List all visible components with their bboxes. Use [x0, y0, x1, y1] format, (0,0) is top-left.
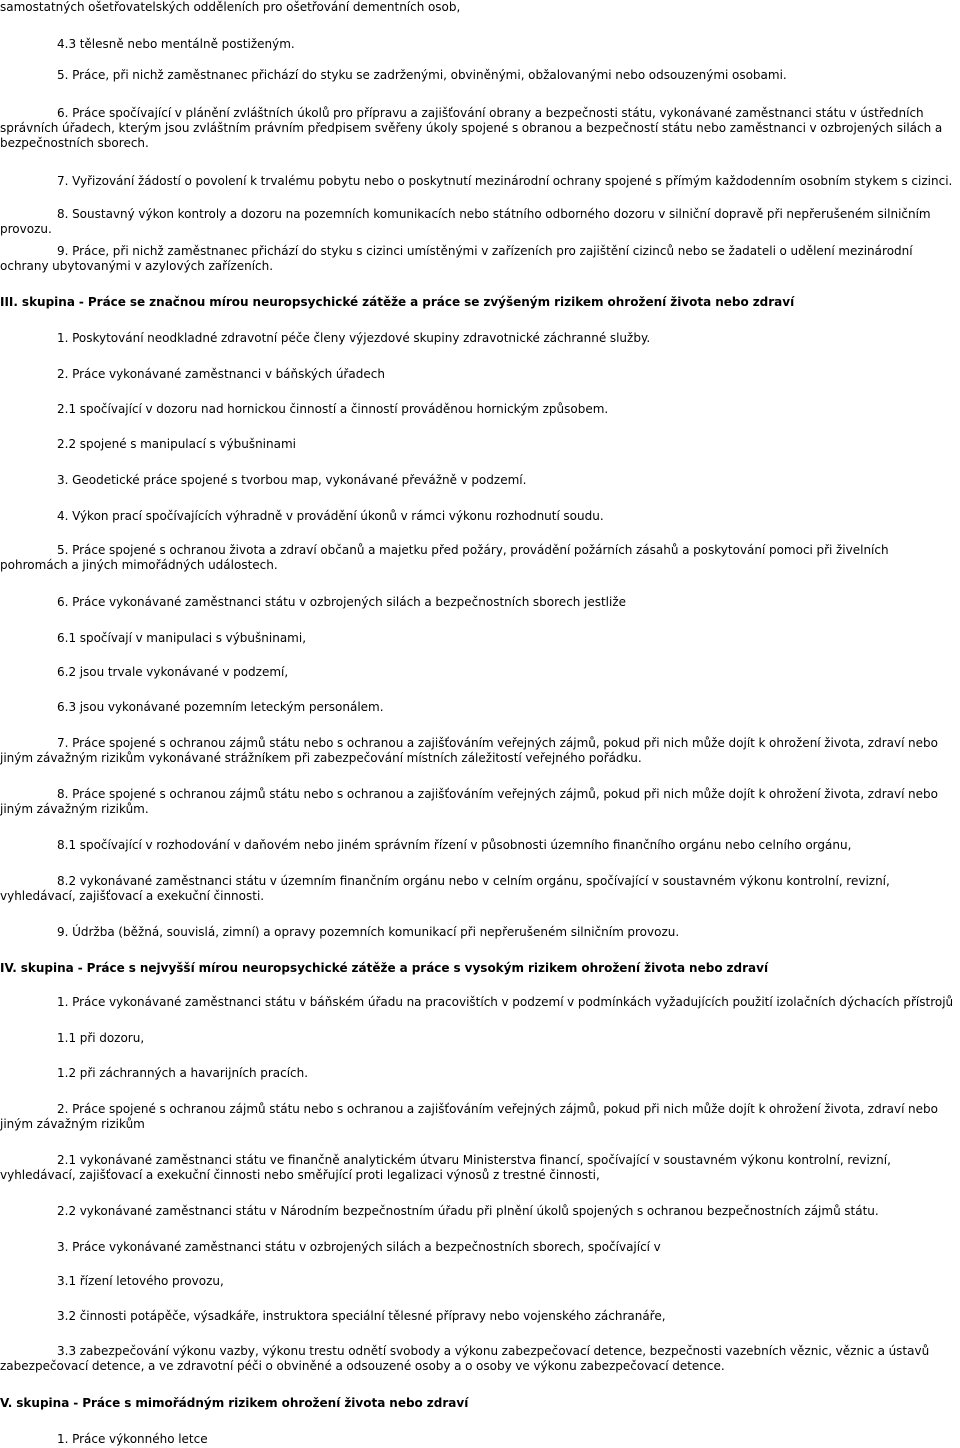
item-4-3-3: 3.3 zabezpečování výkonu vazby, výkonu trestu odnětí svobody a výkonu zabezpečovací detence, bezpečnosti vazebních věznic, věznic a ústavů zabezpečovací detence, a ve zdravotní péči o obviněné a odsouzené osoby a o osoby ve výkonu zabezpečovací detence. [0, 1344, 930, 1373]
item-4-2: 2. Práce spojené s ochranou zájmů státu nebo s ochranou a zajišťováním veřejných zájmů, pokud při nich může dojít k ohrožení života, zdraví nebo jiným závažným rizikům [0, 1102, 939, 1131]
item-7: 7. Vyřizování žádostí o povolení k trvalému pobytu nebo o poskytnutí mezinárodní ochrany spojené s přímým každodenním osobním stykem s cizinci. [57, 174, 953, 188]
item-3-2-2: 2.2 spojené s manipulací s výbušninami [57, 437, 297, 451]
paragraph-continuation: samostatných ošetřovatelských odděleních pro ošetřování dementních osob, [0, 0, 461, 14]
item-3-1: 1. Poskytování neodkladné zdravotní péče členy výjezdové skupiny zdravotnické záchranné služby. [57, 331, 651, 345]
item-9: 9. Práce, při nichž zaměstnanec přichází do styku s cizinci umístěnými v zařízeních pro zajištění cizinců nebo se žadateli o udělení mezinárodní ochrany ubytovanými v azylových zařízeních. [0, 244, 913, 273]
section-heading-group-3: III. skupina - Práce se značnou mírou neuropsychické zátěže a práce se zvýšeným rizikem ohrožení života nebo zdraví [0, 295, 795, 309]
item-3-8-2: 8.2 vykonávané zaměstnanci státu v územním finančním orgánu nebo v celním orgánu, spočívající v soustavném výkonu kontrolní, revizní, vyhledávací, zajišťovací a exekuční činnosti. [0, 874, 890, 903]
item-5: 5. Práce, při nichž zaměstnanec přichází do styku se zadrženými, obviněnými, obžalovanými nebo odsouzenými osobami. [57, 68, 787, 82]
item-3-8: 8. Práce spojené s ochranou zájmů státu nebo s ochranou a zajišťováním veřejných zájmů, pokud při nich může dojít k ohrožení života, zdraví nebo jiným závažným rizikům. [0, 787, 939, 816]
item-6: 6. Práce spočívající v plánění zvláštních úkolů pro přípravu a zajišťování obrany a bezpečnosti státu, vykonávané zaměstnanci státu v ústředních správních úřadech, kterým jsou zvláštním právním předpisem svěřeny úkoly spojené s obranou a bezpečností státu nebo zaměstnanci v ozbrojených silách a bezpečnostních sborech. [0, 106, 943, 150]
item-4-2-1: 2.1 vykonávané zaměstnanci státu ve finančně analytickém útvaru Ministerstva financí, spočívající v soustavném výkonu kontrolní, revizní, vyhledávací, zajišťovací a exekuční činnosti nebo směřující proti legalizaci výnosů z trestné činnosti, [0, 1153, 891, 1182]
item-5-1: 1. Práce výkonného letce [57, 1432, 208, 1446]
item-3-4: 4. Výkon prací spočívajících výhradně v provádění úkonů v rámci výkonu rozhodnutí soudu. [57, 509, 604, 523]
item-4-1: 1. Práce vykonávané zaměstnanci státu v báňském úřadu na pracovištích v podzemí v podmínkách vyžadujících použití izolačních dýchacích přístrojů [57, 995, 954, 1009]
item-3-6-1: 6.1 spočívají v manipulaci s výbušninami, [57, 631, 307, 645]
item-3-6-2: 6.2 jsou trvale vykonávané v podzemí, [57, 665, 289, 679]
item-4-1-2: 1.2 při záchranných a havarijních pracích. [57, 1066, 309, 1080]
item-3-3: 3. Geodetické práce spojené s tvorbou map, vykonávané převážně v podzemí. [57, 473, 527, 487]
item-3-6-3: 6.3 jsou vykonávané pozemním leteckým personálem. [57, 700, 384, 714]
item-3-7: 7. Práce spojené s ochranou zájmů státu nebo s ochranou a zajišťováním veřejných zájmů, pokud při nich může dojít k ohrožení života, zdraví nebo jiným závažným rizikům vykonávané strážníkem při zabezpečování místních záležitostí veřejného pořádku. [0, 736, 939, 765]
item-4-1-1: 1.1 při dozoru, [57, 1031, 145, 1045]
item-8: 8. Soustavný výkon kontroly a dozoru na pozemních komunikacích nebo státního odborného dozoru v silniční dopravě při nepřerušeném silničním provozu. [0, 207, 931, 236]
item-4-2-2: 2.2 vykonávané zaměstnanci státu v Národním bezpečnostním úřadu při plnění úkolů spojených s ochranou bezpečnostních zájmů státu. [57, 1204, 879, 1218]
section-heading-group-4: IV. skupina - Práce s nejvyšší mírou neuropsychické zátěže a práce s vysokým rizikem ohrožení života nebo zdraví [0, 961, 769, 975]
item-4-3: 4.3 tělesně nebo mentálně postiženým. [57, 37, 295, 51]
item-3-5: 5. Práce spojené s ochranou života a zdraví občanů a majetku před požáry, provádění požárních zásahů a poskytování pomoci při živelních pohromách a jiných mimořádných událostech. [0, 543, 889, 572]
section-heading-group-5: V. skupina - Práce s mimořádným rizikem ohrožení života nebo zdraví [0, 1396, 469, 1410]
item-3-2: 2. Práce vykonávané zaměstnanci v báňských úřadech [57, 367, 385, 381]
item-4-3-2: 3.2 činnosti potápěče, výsadkáře, instruktora speciální tělesné přípravy nebo vojenského záchranáře, [57, 1309, 666, 1323]
item-4-3-1: 3.1 řízení letového provozu, [57, 1274, 224, 1288]
item-3-9: 9. Údržba (běžná, souvislá, zimní) a opravy pozemních komunikací při nepřerušeném silničním provozu. [57, 925, 680, 939]
item-3-2-1: 2.1 spočívající v dozoru nad hornickou činností a činností prováděnou hornickým způsobem. [57, 402, 609, 416]
item-3-8-1: 8.1 spočívající v rozhodování v daňovém nebo jiném správním řízení v působnosti územního finančního orgánu nebo celního orgánu, [57, 838, 852, 852]
item-3-6: 6. Práce vykonávané zaměstnanci státu v ozbrojených silách a bezpečnostních sborech jestliže [57, 595, 627, 609]
item-4-3: 3. Práce vykonávané zaměstnanci státu v ozbrojených silách a bezpečnostních sborech, spočívající v [57, 1240, 661, 1254]
